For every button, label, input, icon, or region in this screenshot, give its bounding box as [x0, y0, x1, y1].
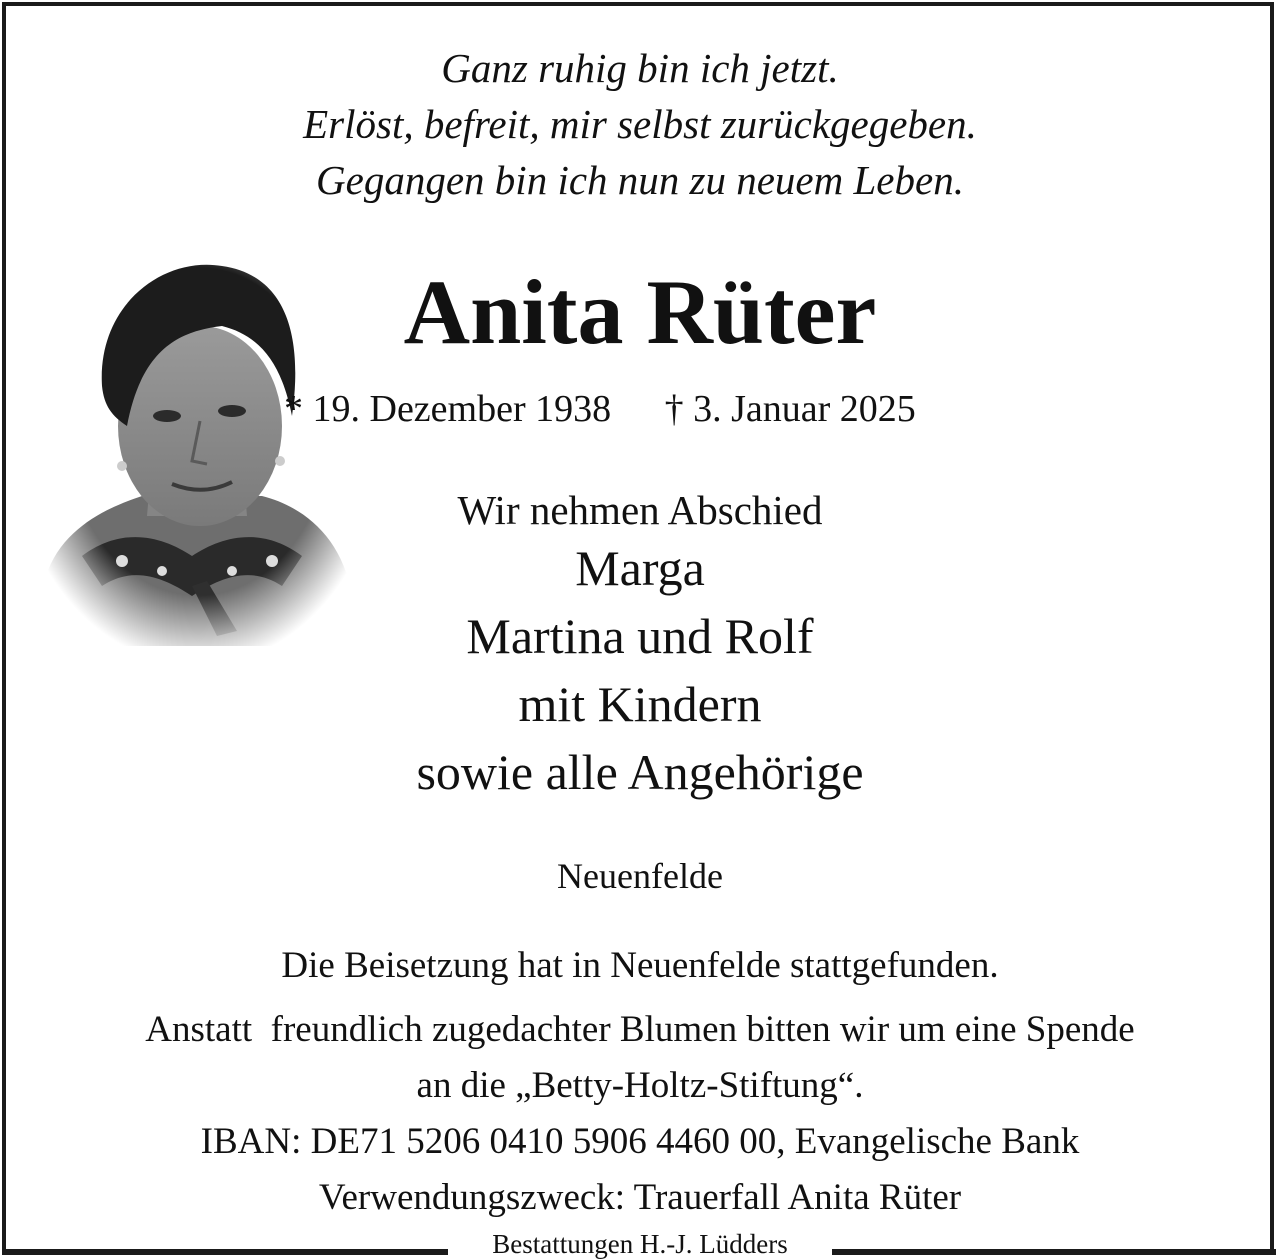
mourner-line-1: Marga — [575, 540, 705, 596]
birth-date: * 19. Dezember 1938 — [284, 388, 612, 430]
purpose-line: Verwendungszweck: Trauerfall Anita Rüter — [318, 1177, 962, 1218]
mourner-line-4: sowie alle Angehörige — [416, 744, 864, 800]
iban-line: IBAN: DE71 5206 0410 5906 4460 00, Evangelische Bank — [200, 1121, 1080, 1162]
poem — [0, 40, 1280, 208]
funeral-home-credit: Bestattungen H.-J. Lüdders — [492, 1229, 788, 1259]
bottom-rule-right — [832, 1249, 1276, 1255]
place-name: Neuenfelde — [557, 856, 723, 896]
mourners-block — [280, 486, 1000, 806]
bottom-rule-left — [2, 1249, 448, 1255]
mourner-line-3: mit Kindern — [518, 676, 762, 732]
poem-line-1: Ganz ruhig bin ich jetzt. — [441, 45, 839, 91]
poem-line-2: Erlöst, befreit, mir selbst zurückgegeben. — [303, 101, 977, 147]
poem-line-3: Gegangen bin ich nun zu neuem Leben. — [316, 157, 964, 203]
life-dates — [284, 386, 1004, 432]
burial-note: Die Beisetzung hat in Neuenfelde stattgefunden. — [281, 945, 999, 986]
donation-line-2: an die „Betty-Holtz-Stiftung“. — [416, 1065, 864, 1106]
mourner-line-2: Martina und Rolf — [466, 608, 814, 664]
farewell-intro: Wir nehmen Abschied — [457, 487, 823, 533]
notice-text — [0, 938, 1280, 1226]
deceased-name: Anita Rüter — [403, 261, 877, 363]
death-date: † 3. Januar 2025 — [664, 388, 916, 430]
donation-line-1: Anstatt freundlich zugedachter Blumen bitten wir um eine Spende — [145, 1009, 1135, 1050]
